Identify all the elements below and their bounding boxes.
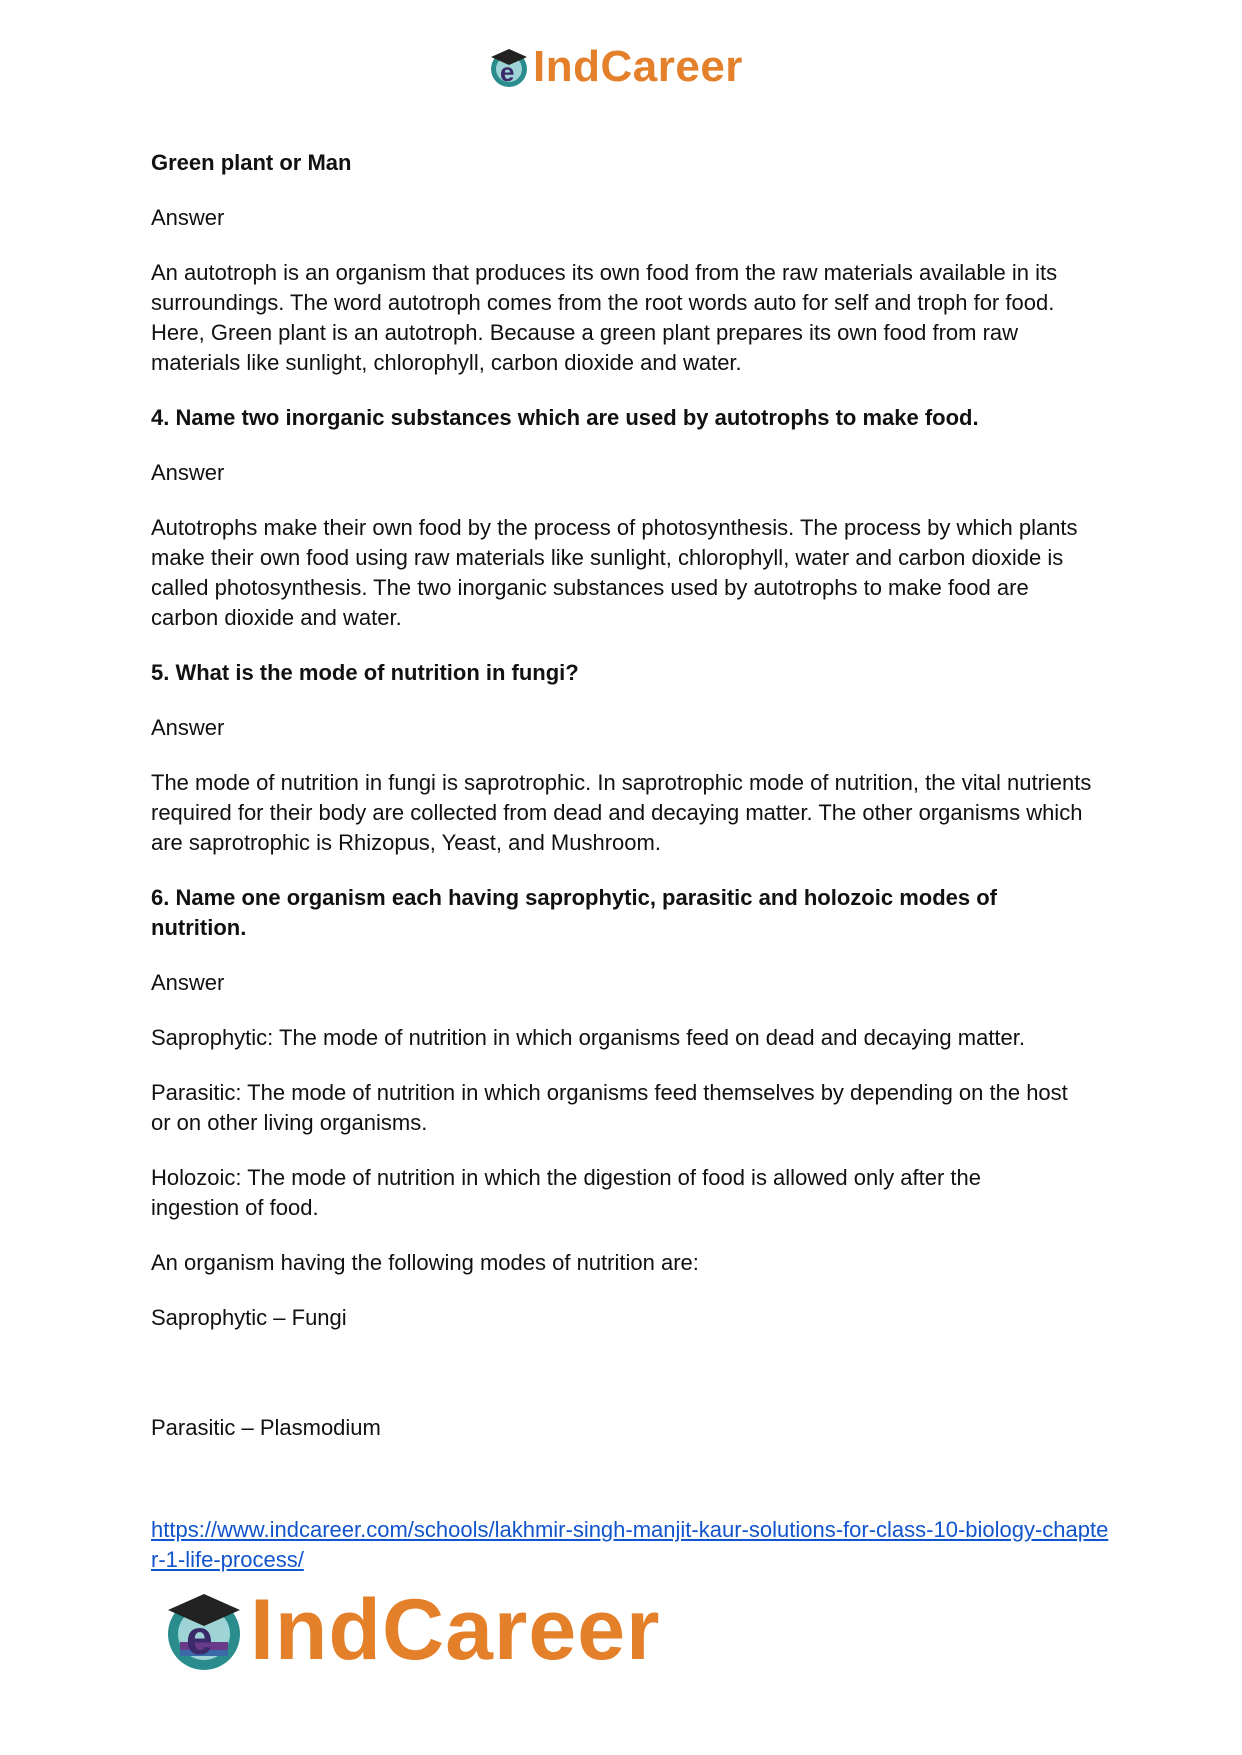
question-4: 4. Name two inorganic substances which are used by autotrophs to make food.	[151, 405, 979, 430]
answer-paragraph: Parasitic – Plasmodium	[151, 1415, 381, 1440]
svg-text:e: e	[500, 57, 515, 87]
question-6: 6. Name one organism each having saprophytic, parasitic and holozoic modes of nutrition.	[151, 885, 997, 940]
logo-wordmark: IndCareer	[533, 42, 743, 91]
logo-wordmark: IndCareer	[250, 1582, 661, 1678]
answer-label: Answer	[151, 460, 225, 485]
header-logo	[487, 42, 743, 92]
answer-paragraph: The mode of nutrition in fungi is saprotrophic. In saprotrophic mode of nutrition, the vital nutrients required for their body are collected from dead and decaying matter. The other organisms which are saprotrophic is Rhizopus, Yeast, and Mushroom.	[151, 770, 1092, 855]
source-link[interactable]: https://www.indcareer.com/schools/lakhmir-singh-manjit-kaur-solutions-for-class-10-biology-chapter-1-life-process/	[151, 1517, 1109, 1572]
answer-paragraph: Holozoic: The mode of nutrition in which the digestion of food is allowed only after the ingestion of food.	[151, 1165, 981, 1220]
document-body	[151, 148, 1101, 1443]
answer-paragraph: Parasitic: The mode of nutrition in which organisms feed themselves by depending on the host or on other living organisms.	[151, 1080, 1068, 1135]
graduation-cap-icon	[487, 45, 531, 89]
answer-paragraph: Autotrophs make their own food by the process of photosynthesis. The process by which plants make their own food using raw materials like sunlight, chlorophyll, water and carbon dioxide is called photosynthesis. The two inorganic substances used by autotrophs to make food are carbon dioxide and water.	[151, 515, 1078, 630]
answer-paragraph: Saprophytic – Fungi	[151, 1305, 347, 1330]
answer-paragraph: An organism having the following modes of nutrition are:	[151, 1250, 699, 1275]
answer-label: Answer	[151, 205, 225, 230]
svg-text:e: e	[186, 1612, 213, 1665]
question-5: 5. What is the mode of nutrition in fungi?	[151, 660, 579, 685]
graduation-cap-icon	[162, 1588, 246, 1672]
answer-label: Answer	[151, 715, 225, 740]
answer-label: Answer	[151, 970, 225, 995]
answer-paragraph: An autotroph is an organism that produces its own food from the raw materials available in its surroundings. The word autotroph comes from the root words auto for self and troph for food. Here, Green plant is an autotroph. Because a green plant prepares its own food from raw materials like sunlight, chlorophyll, carbon dioxide and water.	[151, 260, 1058, 375]
answer-paragraph: Saprophytic: The mode of nutrition in which organisms feed on dead and decaying matter.	[151, 1025, 1026, 1050]
section-heading: Green plant or Man	[151, 150, 352, 175]
footer-logo	[162, 1582, 661, 1678]
